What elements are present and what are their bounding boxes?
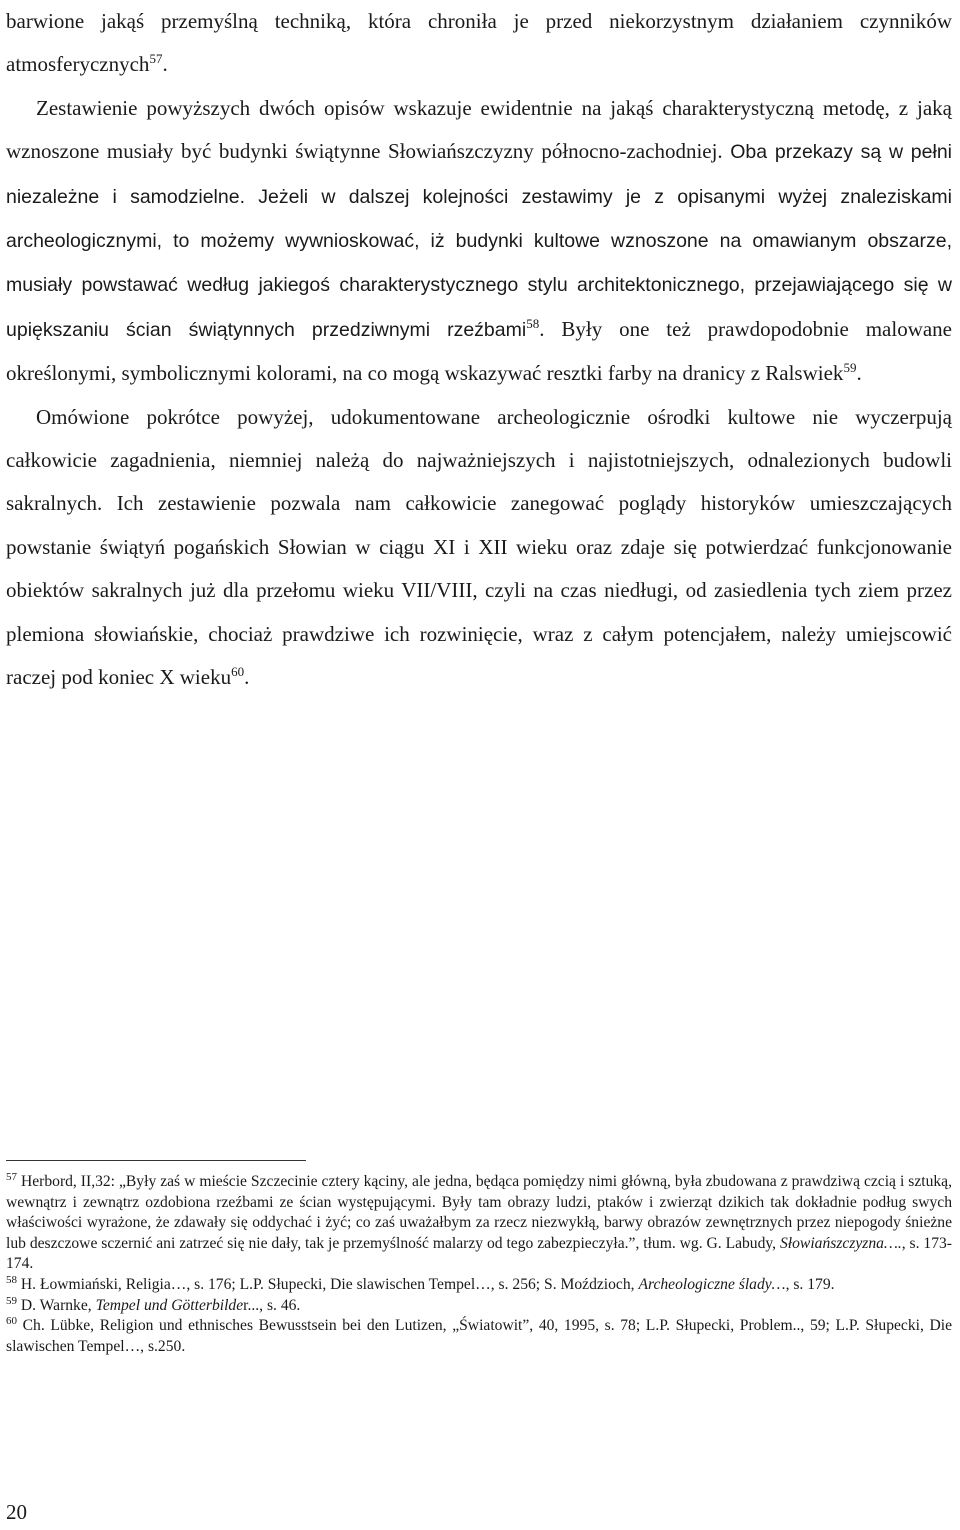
text-run: .	[856, 361, 862, 386]
footnote-title: Słowiańszczyzna….	[780, 1234, 902, 1252]
page-number: 20	[6, 1500, 27, 1524]
text-run: barwione jakąś przemyślną techniką, która chroniła je przed niekorzystnym działaniem czynników atmosferycznych	[6, 9, 952, 77]
footnote-number: 58	[6, 1273, 17, 1286]
footnote-59	[6, 1296, 952, 1317]
footnote-title: Archeologiczne ślady…	[638, 1275, 786, 1293]
text-run: Zestawienie powyższych dwóch opisów wskazuje ewidentnie na jakąś charakterystyczną metodę, z jaką wznoszone musiały być budynki świątynne Słowiańszczyzny północno-zachodniej.	[6, 95, 952, 164]
footnote-separator	[6, 1160, 306, 1161]
footnote-ref-60[interactable]: 60	[231, 664, 245, 680]
footnote-text: H. Łowmiański, Religia…, s. 176; L.P. Słupecki, Die slawischen Tempel…, s. 256; S. Moździoch,	[17, 1275, 639, 1293]
footnote-text: Ch. Lübke, Religion und ethnisches Bewusstsein bei den Lutizen, „Światowit”, 40, 1995, s. 78; L.P. Słupecki, Problem.., 59; L.P. Słupecki, Die slawischen Tempel…, s.250.	[6, 1317, 952, 1355]
text-run: .	[162, 52, 168, 77]
footnote-58	[6, 1275, 952, 1296]
footnote-number: 57	[6, 1170, 17, 1183]
footnotes	[6, 1172, 952, 1357]
footnote-ref-57[interactable]: 57	[149, 51, 163, 67]
text-run-sans: Oba przekazy są w pełni niezależne i samodzielne. Jeżeli w dalszej kolejności zestawimy je z opisanymi wyżej znaleziskami archeologicznymi, to możemy wywnioskować, iż budynki kultowe wznoszone na omawianym obszarze, musiały powstawać według jakiegoś charakterystycznego stylu architektonicznego, przejawiającego się w upiększaniu ścian świątynnych przedziwnymi rzeźbami	[6, 141, 952, 341]
footnote-60	[6, 1316, 952, 1357]
text-run: .	[244, 665, 250, 690]
footnote-text: , s. 173-174.	[6, 1234, 952, 1273]
footnote-text: Herbord, II,32: „Były zaś w mieście Szczecinie cztery kąciny, ale jedna, będąca pomiędzy nimi główną, była zbudowana z prawdziwą czcią i sztuką, wewnątrz i zewnątrz ozdobiona rzeźbami ze ścian występującymi. Były tam obrazy ludzi, ptaków i zwierząt dzikich tak dokładnie podług swych właściwości wyrażone, że zdawały się oddychać i żyć; co zaś uważałbym za rzecz niezwykłą, barwy obrazów zewnętrznych przez niepogody śnieżne lub deszczowe sczernić ani zatrzeć się nie dały, tak je przemyślność malarzy od tego zabezpieczyła.”, tłum. wg. G. Labudy,	[6, 1173, 952, 1252]
paragraph-1	[6, 0, 952, 87]
footnote-text: r..., s. 46.	[243, 1296, 301, 1314]
footnote-ref-59[interactable]: 59	[843, 360, 857, 376]
text-run: . Były one też prawdopodobnie malowane określonymi, symbolicznymi kolorami, na co mogą wskazywać resztki farby na dranicy z Ralswiek	[6, 316, 953, 386]
text-run: Omówione pokrótce powyżej, udokumentowane archeologicznie ośrodki kultowe nie wyczerpują całkowicie zagadnienia, niemniej należą do najważniejszych i najistotniejszych, odnalezionych budowli sakralnych. Ich zestawienie pozwala nam całkowicie zanegować poglądy historyków umieszczających powstanie świątyń pogańskich Słowian w ciągu XI i XII wieku oraz zdaje się potwierdzać funkcjonowanie obiektów sakralnych już dla przełomu wieku VII/VIII, czyli na czas niedługi, od zasiedlenia tych ziem przez plemiona słowiańskie, chociaż prawdziwe ich rozwinięcie, wraz z całym potencjałem, należy umiejscowić raczej pod koniec X wieku	[6, 404, 952, 690]
main-text	[6, 0, 952, 700]
paragraph-3	[6, 396, 952, 700]
footnote-text: D. Warnke,	[17, 1296, 96, 1314]
footnote-number: 60	[6, 1314, 17, 1327]
footnote-number: 59	[6, 1294, 17, 1307]
footnote-ref-58[interactable]: 58	[526, 315, 540, 331]
footnote-text: , s. 179.	[785, 1275, 835, 1293]
paragraph-2	[6, 87, 952, 396]
footnote-title: Tempel und Götterbilde	[95, 1296, 244, 1314]
footnote-57	[6, 1172, 952, 1275]
